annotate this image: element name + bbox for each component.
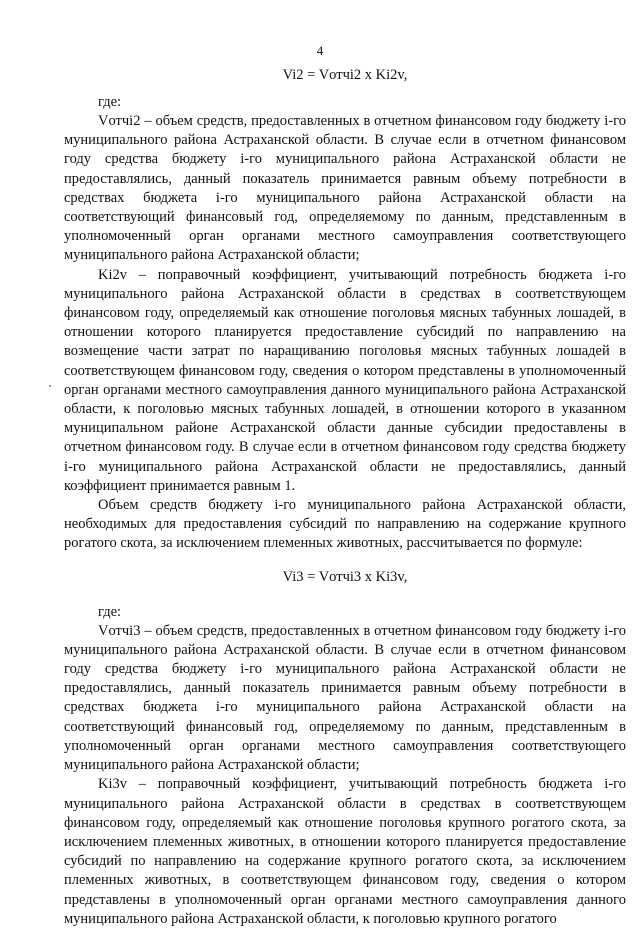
formula-vi3: Vi3 = Vотчi3 x Ki3v,	[282, 568, 408, 585]
where-label: где:	[98, 94, 122, 110]
where-label: где:	[98, 603, 122, 620]
paragraph-k-i3v: Ki3v – поправочный коэффициент, учитывающий потребность бюджета i-го муниципального района Астраханской области в средствах в соответствующем финансовом году, определяемый как отношение поголовья крупного рогатого скота, за исключением племенных животных, в отношении которого планируется предоставление субсидий по направлению на содержание крупного рогатого скота, за исключением племенных животных, в соответствующем финансовом году, сведения о котором представлены в уполномоченный орган органами местного самоуправления данного муниципального района Астраханской области, к поголовью крупного рогатого	[64, 776, 626, 927]
page-number: 4	[316, 43, 324, 58]
scan-mark	[49, 385, 51, 387]
formula-vi2: Vi2 = Vотчi2 x Ki2v,	[282, 67, 408, 83]
paragraph-v-otchi2: Vотчi2 – объем средств, предоставленных в отчетном финансовом году бюджету i-го муниципального района Астраханской области. В случае если в отчетном финансовом году средства бюджету i-го муниципального района Астраханской области не предоставлялись, данный показатель принимается равным объему потребности в средствах бюджета i-го муниципального района Астраханской области на соответствующий финансовый год, определяемому по данным, представленным в уполномоченный орган органами местного самоуправления соответствующего муниципального района Астраханской области;	[64, 113, 626, 264]
paragraph-k-i2v: Ki2v – поправочный коэффициент, учитывающий потребность бюджета i-го муниципального района Астраханской области в средствах в соответствующем финансовом году, определяемый как отношение поголовья мясных табунных лошадей, в отношении которого планируется предоставление субсидий по направлению на возмещение части затрат по наращиванию поголовья мясных табунных лошадей в соответствующем финансовом году, сведения о котором представлены в уполномоченный орган органами местного самоуправления данного муниципального района Астраханской области, к поголовью мясных табунных лошадей, в отношении которого в указанном муниципальном районе Астраханской области данные субсидии предоставлены в отчетном финансовом году. В случае если в отчетном финансовом году средства бюджету i-го муниципального района Астраханской области не предоставлялись, данный коэффициент принимается равным 1.	[64, 266, 626, 494]
paragraph-v-otchi3: Vотчi3 – объем средств, предоставленных в отчетном финансовом году бюджету i-го муниципального района Астраханской области. В случае если в отчетном финансовом году средства бюджету i-го муниципального района Астраханской области не предоставлялись, данный показатель принимается равным объему потребности в средствах бюджета i-го муниципального района Астраханской области на соответствующий финансовый год, определяемому по данным, представленным в уполномоченный орган органами местного самоуправления соответствующего муниципального района Астраханской области;	[64, 622, 626, 774]
document-body	[64, 62, 626, 929]
paragraph-volume-formula-intro: Объем средств бюджету i-го муниципального района Астраханской области, необходимых для предоставления субсидий по направлению на содержание крупного рогатого скота, за исключением племенных животных, рассчитывается по формуле:	[64, 497, 626, 552]
